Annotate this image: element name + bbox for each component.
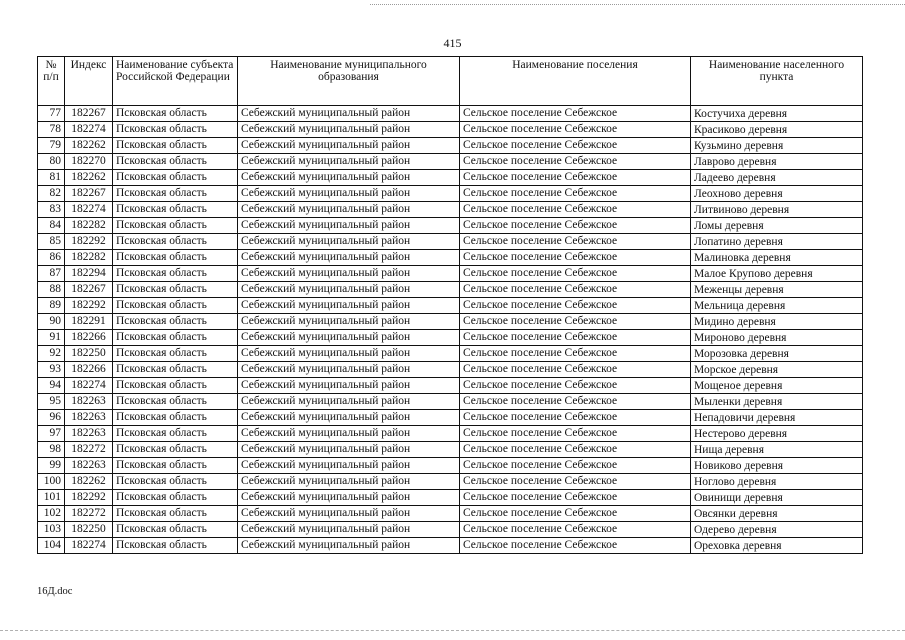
table-row [38, 330, 863, 346]
row-subject: Псковская область [113, 234, 238, 250]
row-number: 79 [38, 138, 65, 154]
row-number: 97 [38, 426, 65, 442]
row-settlement: Сельское поселение Себежское [460, 442, 691, 458]
row-settlement: Сельское поселение Себежское [460, 186, 691, 202]
row-index: 182266 [65, 362, 113, 378]
table-row [38, 282, 863, 298]
row-locality: Малиновка деревня [691, 250, 863, 266]
row-municipality: Себежский муниципальный район [238, 314, 460, 330]
row-locality: Ореховка деревня [691, 538, 863, 554]
row-number: 83 [38, 202, 65, 218]
table-row [38, 250, 863, 266]
row-settlement: Сельское поселение Себежское [460, 506, 691, 522]
row-index: 182263 [65, 426, 113, 442]
row-number: 98 [38, 442, 65, 458]
row-locality: Ломы деревня [691, 218, 863, 234]
row-number: 90 [38, 314, 65, 330]
row-municipality: Себежский муниципальный район [238, 298, 460, 314]
row-number: 96 [38, 410, 65, 426]
table-row [38, 266, 863, 282]
row-locality: Мироново деревня [691, 330, 863, 346]
row-subject: Псковская область [113, 426, 238, 442]
row-subject: Псковская область [113, 106, 238, 122]
col-header-locality: Наименование населенного пункта [691, 57, 863, 106]
row-subject: Псковская область [113, 266, 238, 282]
row-locality: Мощеное деревня [691, 378, 863, 394]
row-index: 182282 [65, 218, 113, 234]
row-index: 182282 [65, 250, 113, 266]
row-settlement: Сельское поселение Себежское [460, 298, 691, 314]
row-index: 182267 [65, 106, 113, 122]
col-header-index: Индекс [65, 57, 113, 106]
table-row [38, 458, 863, 474]
row-subject: Псковская область [113, 282, 238, 298]
row-subject: Псковская область [113, 218, 238, 234]
col-header-municipality: Наименование муниципального образования [238, 57, 460, 106]
row-number: 88 [38, 282, 65, 298]
row-subject: Псковская область [113, 490, 238, 506]
row-index: 182292 [65, 298, 113, 314]
row-number: 80 [38, 154, 65, 170]
row-municipality: Себежский муниципальный район [238, 426, 460, 442]
row-municipality: Себежский муниципальный район [238, 250, 460, 266]
row-locality: Нестерово деревня [691, 426, 863, 442]
row-number: 78 [38, 122, 65, 138]
row-municipality: Себежский муниципальный район [238, 410, 460, 426]
row-number: 91 [38, 330, 65, 346]
row-number: 85 [38, 234, 65, 250]
row-municipality: Себежский муниципальный район [238, 346, 460, 362]
page-number: 415 [443, 36, 462, 50]
row-index: 182274 [65, 538, 113, 554]
row-settlement: Сельское поселение Себежское [460, 410, 691, 426]
row-settlement: Сельское поселение Себежское [460, 522, 691, 538]
row-number: 104 [38, 538, 65, 554]
row-settlement: Сельское поселение Себежское [460, 122, 691, 138]
row-index: 182291 [65, 314, 113, 330]
row-locality: Лаврово деревня [691, 154, 863, 170]
row-settlement: Сельское поселение Себежское [460, 330, 691, 346]
row-municipality: Себежский муниципальный район [238, 282, 460, 298]
row-locality: Леохново деревня [691, 186, 863, 202]
row-municipality: Себежский муниципальный район [238, 330, 460, 346]
row-number: 94 [38, 378, 65, 394]
table-row [38, 426, 863, 442]
table-row [38, 442, 863, 458]
row-subject: Псковская область [113, 458, 238, 474]
table-row [38, 538, 863, 554]
row-subject: Псковская область [113, 154, 238, 170]
row-settlement: Сельское поселение Себежское [460, 266, 691, 282]
row-settlement: Сельское поселение Себежское [460, 538, 691, 554]
row-municipality: Себежский муниципальный район [238, 522, 460, 538]
table-header-row [38, 57, 863, 106]
row-index: 182274 [65, 122, 113, 138]
row-subject: Псковская область [113, 250, 238, 266]
table-row [38, 346, 863, 362]
table-row [38, 298, 863, 314]
row-number: 77 [38, 106, 65, 122]
row-settlement: Сельское поселение Себежское [460, 138, 691, 154]
row-locality: Морское деревня [691, 362, 863, 378]
row-settlement: Сельское поселение Себежское [460, 490, 691, 506]
row-index: 182262 [65, 138, 113, 154]
row-number: 103 [38, 522, 65, 538]
row-municipality: Себежский муниципальный район [238, 362, 460, 378]
row-subject: Псковская область [113, 122, 238, 138]
row-municipality: Себежский муниципальный район [238, 378, 460, 394]
row-subject: Псковская область [113, 138, 238, 154]
row-number: 92 [38, 346, 65, 362]
row-municipality: Себежский муниципальный район [238, 122, 460, 138]
row-locality: Морозовка деревня [691, 346, 863, 362]
row-index: 182272 [65, 506, 113, 522]
row-subject: Псковская область [113, 506, 238, 522]
row-municipality: Себежский муниципальный район [238, 538, 460, 554]
row-locality: Костучиха деревня [691, 106, 863, 122]
row-municipality: Себежский муниципальный район [238, 154, 460, 170]
row-index: 182267 [65, 186, 113, 202]
row-subject: Псковская область [113, 410, 238, 426]
row-settlement: Сельское поселение Себежское [460, 474, 691, 490]
row-subject: Псковская область [113, 362, 238, 378]
row-locality: Малое Крупово деревня [691, 266, 863, 282]
row-settlement: Сельское поселение Себежское [460, 314, 691, 330]
row-subject: Псковская область [113, 522, 238, 538]
row-municipality: Себежский муниципальный район [238, 490, 460, 506]
row-settlement: Сельское поселение Себежское [460, 282, 691, 298]
row-locality: Лопатино деревня [691, 234, 863, 250]
row-settlement: Сельское поселение Себежское [460, 458, 691, 474]
table-row [38, 234, 863, 250]
row-index: 182292 [65, 234, 113, 250]
row-municipality: Себежский муниципальный район [238, 202, 460, 218]
col-header-number: № п/п [38, 57, 65, 106]
table-row [38, 170, 863, 186]
row-locality: Ладеево деревня [691, 170, 863, 186]
row-settlement: Сельское поселение Себежское [460, 170, 691, 186]
row-locality: Нища деревня [691, 442, 863, 458]
row-subject: Псковская область [113, 330, 238, 346]
table-row [38, 410, 863, 426]
row-index: 182263 [65, 410, 113, 426]
row-municipality: Себежский муниципальный район [238, 458, 460, 474]
row-number: 100 [38, 474, 65, 490]
table-row [38, 154, 863, 170]
row-index: 182274 [65, 378, 113, 394]
row-subject: Псковская область [113, 538, 238, 554]
row-municipality: Себежский муниципальный район [238, 218, 460, 234]
row-settlement: Сельское поселение Себежское [460, 202, 691, 218]
row-locality: Одерево деревня [691, 522, 863, 538]
row-subject: Псковская область [113, 474, 238, 490]
row-settlement: Сельское поселение Себежское [460, 426, 691, 442]
table-row [38, 394, 863, 410]
row-settlement: Сельское поселение Себежское [460, 154, 691, 170]
table-row [38, 202, 863, 218]
row-locality: Ноглово деревня [691, 474, 863, 490]
row-index: 182250 [65, 346, 113, 362]
row-municipality: Себежский муниципальный район [238, 394, 460, 410]
row-index: 182270 [65, 154, 113, 170]
row-municipality: Себежский муниципальный район [238, 506, 460, 522]
col-header-subject: Наименование субъекта Российской Федерации [113, 57, 238, 106]
row-locality: Кузьмино деревня [691, 138, 863, 154]
row-index: 182263 [65, 394, 113, 410]
table-row [38, 490, 863, 506]
row-locality: Мидино деревня [691, 314, 863, 330]
row-index: 182294 [65, 266, 113, 282]
row-number: 93 [38, 362, 65, 378]
scan-artifact-bottom [0, 630, 905, 633]
row-locality: Непадовичи деревня [691, 410, 863, 426]
col-header-settlement: Наименование поселения [460, 57, 691, 106]
row-number: 82 [38, 186, 65, 202]
table-row [38, 378, 863, 394]
row-index: 182274 [65, 202, 113, 218]
row-index: 182266 [65, 330, 113, 346]
row-municipality: Себежский муниципальный район [238, 138, 460, 154]
row-number: 86 [38, 250, 65, 266]
row-number: 89 [38, 298, 65, 314]
row-municipality: Себежский муниципальный район [238, 234, 460, 250]
row-settlement: Сельское поселение Себежское [460, 378, 691, 394]
table-row [38, 522, 863, 538]
row-subject: Псковская область [113, 202, 238, 218]
row-settlement: Сельское поселение Себежское [460, 362, 691, 378]
row-settlement: Сельское поселение Себежское [460, 234, 691, 250]
row-number: 99 [38, 458, 65, 474]
row-subject: Псковская область [113, 314, 238, 330]
row-index: 182267 [65, 282, 113, 298]
row-subject: Псковская область [113, 170, 238, 186]
row-subject: Псковская область [113, 394, 238, 410]
row-locality: Новиково деревня [691, 458, 863, 474]
row-number: 102 [38, 506, 65, 522]
row-number: 84 [38, 218, 65, 234]
row-locality: Меженцы деревня [691, 282, 863, 298]
row-subject: Псковская область [113, 346, 238, 362]
row-index: 182263 [65, 458, 113, 474]
row-number: 87 [38, 266, 65, 282]
table-row [38, 138, 863, 154]
row-settlement: Сельское поселение Себежское [460, 250, 691, 266]
row-settlement: Сельское поселение Себежское [460, 106, 691, 122]
row-subject: Псковская область [113, 186, 238, 202]
row-municipality: Себежский муниципальный район [238, 266, 460, 282]
row-settlement: Сельское поселение Себежское [460, 346, 691, 362]
row-municipality: Себежский муниципальный район [238, 106, 460, 122]
row-index: 182250 [65, 522, 113, 538]
table-row [38, 122, 863, 138]
settlements-table [37, 56, 863, 554]
table-row [38, 218, 863, 234]
row-subject: Псковская область [113, 378, 238, 394]
row-municipality: Себежский муниципальный район [238, 186, 460, 202]
table-row [38, 314, 863, 330]
table-row [38, 186, 863, 202]
row-index: 182292 [65, 490, 113, 506]
row-subject: Псковская область [113, 298, 238, 314]
row-municipality: Себежский муниципальный район [238, 442, 460, 458]
row-municipality: Себежский муниципальный район [238, 474, 460, 490]
row-number: 81 [38, 170, 65, 186]
row-index: 182262 [65, 474, 113, 490]
row-locality: Мельница деревня [691, 298, 863, 314]
row-index: 182272 [65, 442, 113, 458]
row-municipality: Себежский муниципальный район [238, 170, 460, 186]
table-row [38, 506, 863, 522]
file-name-footer: 16Д.doc [37, 586, 73, 597]
row-locality: Овинищи деревня [691, 490, 863, 506]
table-row [38, 474, 863, 490]
table-row [38, 106, 863, 122]
table-row [38, 362, 863, 378]
row-locality: Литвиново деревня [691, 202, 863, 218]
row-number: 101 [38, 490, 65, 506]
row-settlement: Сельское поселение Себежское [460, 394, 691, 410]
row-locality: Овсянки деревня [691, 506, 863, 522]
row-locality: Мыленки деревня [691, 394, 863, 410]
row-subject: Псковская область [113, 442, 238, 458]
row-index: 182262 [65, 170, 113, 186]
row-number: 95 [38, 394, 65, 410]
row-locality: Красиково деревня [691, 122, 863, 138]
scan-artifact-top [370, 0, 905, 5]
row-settlement: Сельское поселение Себежское [460, 218, 691, 234]
table-body [38, 106, 863, 554]
